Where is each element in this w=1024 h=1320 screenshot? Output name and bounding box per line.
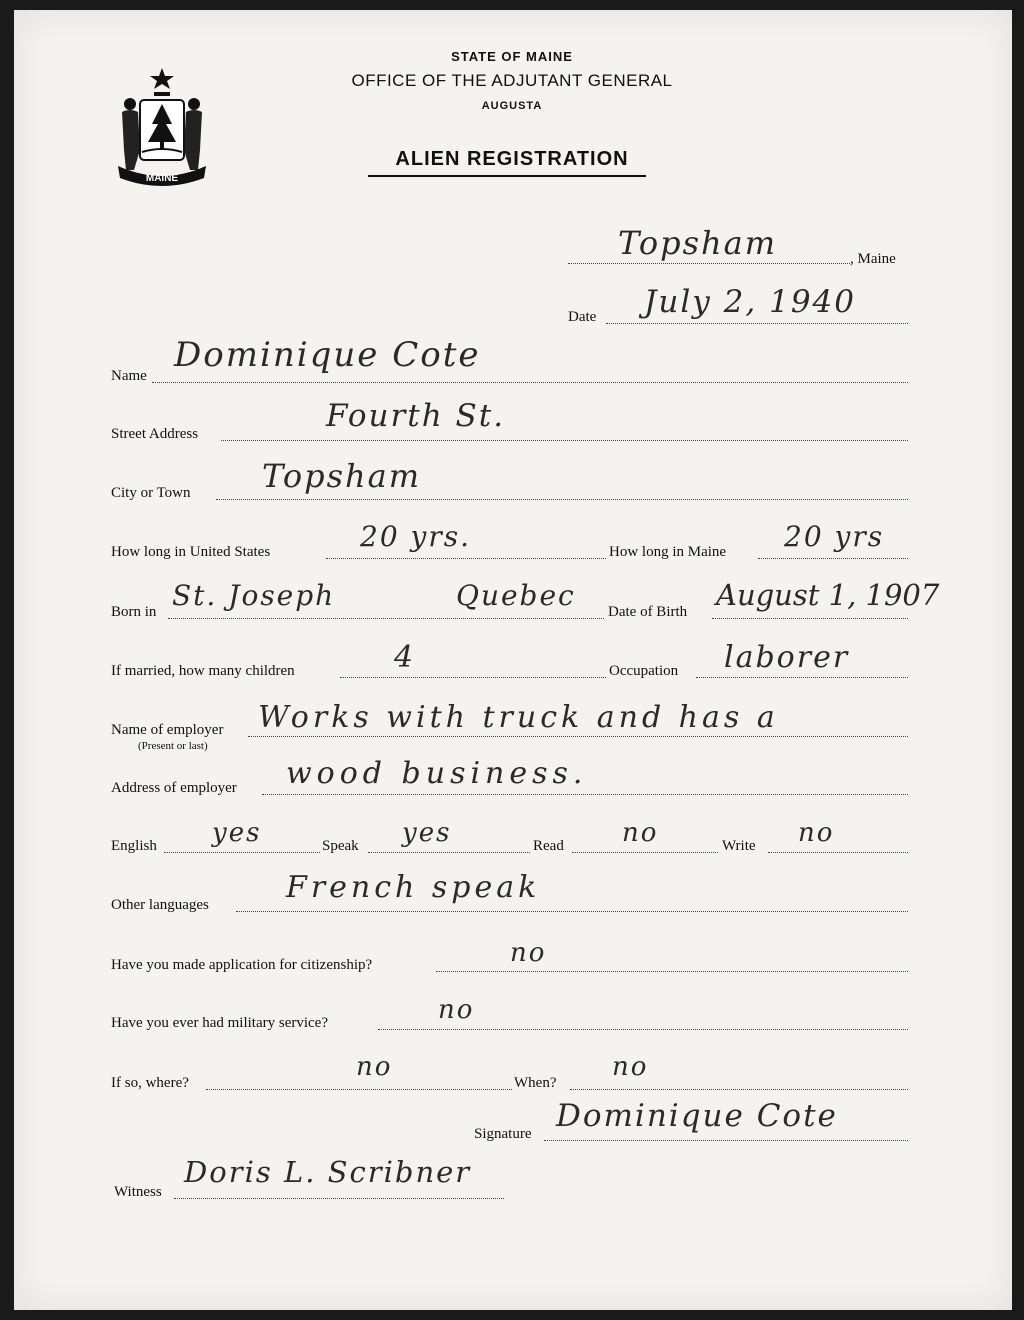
military-value: no <box>438 995 475 1025</box>
write-label: Write <box>722 838 756 854</box>
name-value: Dominique Cote <box>174 335 481 375</box>
occupation-value: laborer <box>724 640 850 675</box>
military-line <box>378 1029 908 1030</box>
citizenship-label: Have you made application for citizenship? <box>111 957 373 973</box>
write-value: no <box>798 818 835 848</box>
signature-label: Signature <box>474 1126 532 1142</box>
other-languages-line <box>236 911 908 912</box>
town-line <box>568 263 850 264</box>
city-heading: AUGUSTA <box>481 100 543 112</box>
born-province-value: Quebec <box>456 579 576 612</box>
speak-value: yes <box>402 818 452 848</box>
employer-line <box>248 736 908 737</box>
signature-line <box>544 1140 908 1141</box>
dob-value: August 1, 1907 <box>716 578 940 612</box>
how-long-maine-label: How long in Maine <box>609 544 727 560</box>
where-value: no <box>356 1052 393 1082</box>
dob-line <box>712 618 908 619</box>
occupation-line <box>696 677 908 678</box>
seal-banner-text: MAINE <box>145 173 179 184</box>
how-long-us-line <box>326 558 606 559</box>
employer-note: (Present or last) <box>138 740 208 752</box>
when-label: When? <box>514 1075 557 1091</box>
when-value: no <box>612 1052 649 1082</box>
english-label: English <box>111 838 157 854</box>
name-line <box>152 382 908 383</box>
street-value: Fourth St. <box>326 398 506 434</box>
date-label: Date <box>568 309 597 325</box>
employer-label: Name of employer <box>111 722 224 738</box>
date-value: July 2, 1940 <box>644 284 856 320</box>
form-title: ALIEN REGISTRATION <box>395 148 629 170</box>
form-sheet <box>14 10 1012 1310</box>
employer-address-line <box>262 794 908 795</box>
children-value: 4 <box>394 640 416 675</box>
married-label: If married, how many children <box>111 663 295 679</box>
town-value: Topsham <box>618 224 778 262</box>
date-line <box>606 323 908 324</box>
title-underline <box>368 175 646 177</box>
english-line <box>164 852 320 853</box>
read-label: Read <box>533 838 564 854</box>
when-line <box>570 1089 908 1090</box>
signature-value: Dominique Cote <box>556 1098 838 1134</box>
street-line <box>221 440 908 441</box>
office-heading: OFFICE OF THE ADJUTANT GENERAL <box>351 71 673 90</box>
city-value: Topsham <box>262 457 422 495</box>
occupation-label: Occupation <box>609 663 679 679</box>
english-value: yes <box>212 818 262 848</box>
maine-label: , Maine <box>850 251 896 267</box>
witness-label: Witness <box>114 1184 162 1200</box>
born-in-label: Born in <box>111 604 157 620</box>
where-label: If so, where? <box>111 1075 189 1091</box>
read-line <box>572 852 718 853</box>
name-label: Name <box>111 368 147 384</box>
witness-value: Doris L. Scribner <box>184 1155 472 1189</box>
witness-line <box>174 1198 504 1199</box>
employer-value: Works with truck and has a <box>258 700 779 735</box>
military-label: Have you ever had military service? <box>111 1015 328 1031</box>
city-line <box>216 499 908 500</box>
employer-address-label: Address of employer <box>111 780 237 796</box>
how-long-maine-value: 20 yrs <box>784 520 885 553</box>
read-value: no <box>622 818 659 848</box>
where-line <box>206 1089 512 1090</box>
write-line <box>768 852 908 853</box>
how-long-us-label: How long in United States <box>111 544 271 560</box>
employer-address-value: wood business. <box>286 756 588 791</box>
other-languages-label: Other languages <box>111 897 209 913</box>
born-place-value: St. Joseph <box>172 579 336 612</box>
street-label: Street Address <box>111 426 199 442</box>
citizenship-line <box>436 971 908 972</box>
children-line <box>340 677 606 678</box>
speak-label: Speak <box>322 838 359 854</box>
how-long-us-value: 20 yrs. <box>360 520 472 553</box>
other-languages-value: French speak <box>286 870 541 905</box>
speak-line <box>368 852 530 853</box>
citizenship-value: no <box>510 938 547 968</box>
state-heading: STATE OF MAINE <box>451 49 573 64</box>
city-label: City or Town <box>111 485 191 501</box>
born-in-line <box>168 618 604 619</box>
how-long-maine-line <box>758 558 908 559</box>
dob-label: Date of Birth <box>608 604 688 620</box>
